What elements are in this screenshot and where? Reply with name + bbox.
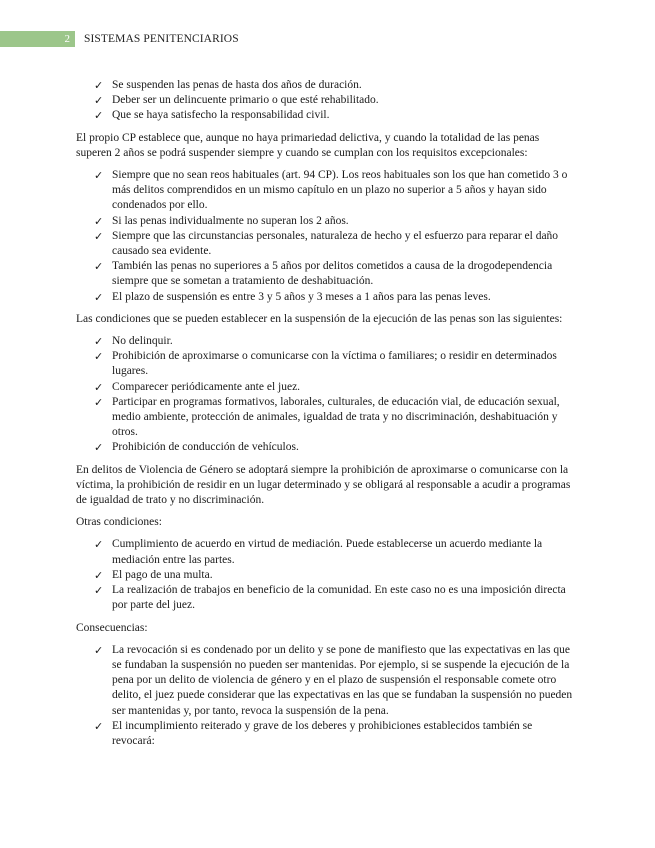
other-conditions-list [76,537,576,613]
list-item: ✓ No delinquir. [112,334,576,349]
list-item: ✓ El pago de una multa. [112,568,576,583]
paragraph: Otras condiciones: [76,516,162,529]
list-item: ✓ Comparecer periódicamente ante el juez. [112,380,576,395]
list-item: ✓ También las penas no superiores a 5 años por delitos cometidos a causa de la drogodependencia siempre que se sometan a tratamiento de deshabituación. [112,259,576,289]
list-item: ✓ Que se haya satisfecho la responsabilidad civil. [112,108,576,123]
list-item: ✓ Participar en programas formativos, laborales, culturales, de educación vial, de educación sexual, medio ambiente, protección de animales, igualdad de trata y no discriminación, deshabituación y otros. [112,395,576,441]
paragraph: Las condiciones que se pueden establecer en la suspensión de la ejecución de las penas son las siguientes: [76,312,563,325]
requirements-list [76,78,576,124]
list-item: ✓ Prohibición de conducción de vehículos. [112,440,576,455]
document-title: SISTEMAS PENITENCIARIOS [84,33,239,45]
page-header [0,31,655,47]
list-item: ✓ Cumplimiento de acuerdo en virtud de mediación. Puede establecerse un acuerdo mediante la mediación entre las partes. [112,537,576,567]
list-item: ✓ Se suspenden las penas de hasta dos años de duración. [112,78,576,93]
list-item: ✓ Prohibición de aproximarse o comunicarse con la víctima o familiares; o residir en determinados lugares. [112,349,576,379]
list-item: ✓ Si las penas individualmente no superan los 2 años. [112,214,576,229]
list-item: ✓ Deber ser un delincuente primario o que esté rehabilitado. [112,93,576,108]
list-item: ✓ El plazo de suspensión es entre 3 y 5 años y 3 meses a 1 años para las penas leves. [112,290,576,305]
conditions-list [76,334,576,456]
paragraph: En delitos de Violencia de Género se adoptará siempre la prohibición de aproximarse o comunicarse con la víctima, la prohibición de residir en un lugar determinado y se obligará al responsable a acudir a programas de igualdad de trato y no discriminación. [76,463,571,507]
list-item: ✓ La realización de trabajos en beneficio de la comunidad. En este caso no es una imposición directa por parte del juez. [112,583,576,613]
list-item: ✓ La revocación si es condenado por un delito y se pone de manifiesto que las expectativas en las que se fundaban la suspensión no pueden ser mantenidas. Por ejemplo, si se suspende la ejecución de la pena por un delito de violencia de género y en el plazo de suspensión el responsable comete otro delito, el juez puede considerar que las expectativas en las que se fundaban la suspensión no pueden ser mantenidas y, por tanto, revoca la suspensión de la pena. [112,643,576,719]
page-number: 2 [64,33,70,45]
list-item: ✓ Siempre que las circunstancias personales, naturaleza de hecho y el esfuerzo para reparar el daño causado sea evidente. [112,229,576,259]
paragraph: El propio CP establece que, aunque no haya primariedad delictiva, y cuando la totalidad de las penas superen 2 años se podrá suspender siempre y cuando se cumplan con los requisitos excepcionales: [76,131,540,159]
exceptional-requirements-list [76,168,576,305]
page-number-badge [0,31,75,47]
list-item: ✓ Siempre que no sean reos habituales (art. 94 CP). Los reos habituales son los que han cometido 3 o más delitos comprendidos en un mismo capítulo en un plazo no superior a 5 años y hayan sido condenados por ello. [112,168,576,214]
list-item: ✓ El incumplimiento reiterado y grave de los deberes y prohibiciones establecidos también se revocará: [112,719,576,749]
paragraph: Consecuencias: [76,621,148,634]
document-body [76,78,576,749]
consequences-list [76,643,576,749]
